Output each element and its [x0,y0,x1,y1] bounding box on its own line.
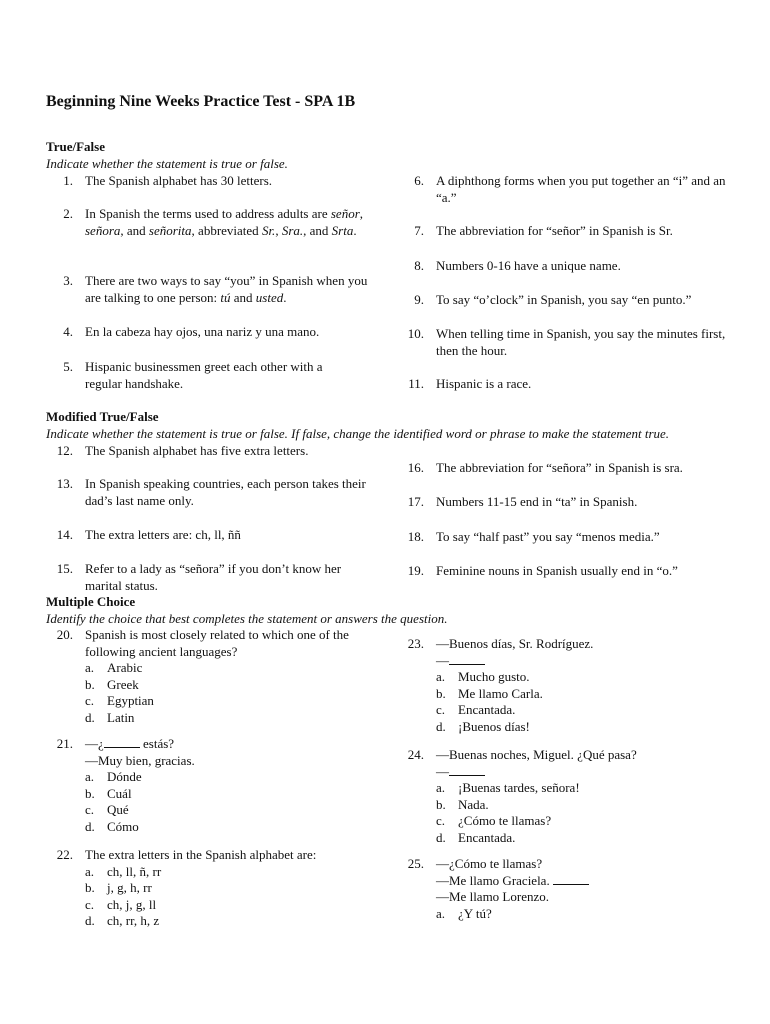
answer-blank [449,764,485,776]
section-instruction-true-false: Indicate whether the statement is true or false. [46,156,288,171]
question-25 [407,856,736,922]
question-number: 17. [407,494,424,509]
question-number: 23. [407,636,424,651]
question-text: The Spanish alphabet has 30 letters. [85,173,273,188]
question-number: 19. [407,563,424,578]
question-number: 22. [56,847,73,862]
question-text-line: — [436,764,736,781]
question-20 [56,627,375,726]
question-11 [408,376,736,393]
question-text: A diphthong forms when you put together an “i” and an “a.” [436,173,726,205]
question-text: To say “o’clock” in Spanish, you say “en punto.” [436,292,692,307]
question-text: —Buenos días, Sr. Rodríguez. [436,636,594,651]
question-number: 6. [414,173,424,188]
question-text-line: — [436,653,736,670]
answer-option[interactable]: b. Nada. [436,796,489,812]
question-number: 16. [407,460,424,475]
page-title: Beginning Nine Weeks Practice Test - SPA 1B [46,93,356,110]
question-number: 5. [63,359,73,374]
section-heading-multiple-choice: Multiple Choice [46,594,136,609]
answer-blank [104,736,140,748]
question-6 [414,173,726,206]
question-text: There are two ways to say “you” in Spanish when you are talking to one person: tú and usted. [85,273,368,305]
answer-option[interactable]: b. Cuál [85,785,132,801]
answer-option[interactable]: a. ch, ll, ñ, rr [85,863,162,879]
question-text: The abbreviation for “señor” in Spanish is Sr. [436,223,673,238]
question-9 [414,292,736,309]
section-heading-true-false: True/False [46,139,105,154]
answer-option[interactable]: d. Cómo [85,818,139,834]
answer-blank [553,873,589,885]
question-number: 7. [414,223,424,238]
section-heading-modified-true-false: Modified True/False [46,409,159,424]
section-instruction-multiple-choice: Identify the choice that best completes the statement or answers the question. [46,611,448,626]
question-text: —Buenas noches, Miguel. ¿Qué pasa? [436,747,637,762]
question-14 [56,527,385,544]
question-24 [407,747,736,846]
question-16 [407,460,736,477]
question-18 [407,529,736,546]
answer-option[interactable]: c. ¿Cómo te llamas? [436,813,552,828]
answer-option[interactable]: c. Encantada. [436,702,516,717]
question-text: When telling time in Spanish, you say the minutes first, then the hour. [436,326,726,358]
question-number: 24. [407,747,424,762]
answer-option[interactable]: c. Qué [85,802,129,817]
answer-option[interactable]: d. ch, rr, h, z [85,913,160,928]
question-text: Numbers 11-15 end in “ta” in Spanish. [436,494,638,509]
question-7 [414,223,736,240]
question-text: En la cabeza hay ojos, una nariz y una mano. [85,324,320,339]
question-text-line: —Muy bien, gracias. [85,752,195,768]
question-number: 9. [414,292,424,307]
question-2 [63,206,375,239]
question-text: —¿ estás? [85,736,175,751]
question-number: 21. [56,736,73,751]
answer-option[interactable]: b. Me llamo Carla. [436,685,543,701]
question-number: 8. [414,258,424,273]
question-number: 15. [56,561,73,576]
answer-option[interactable]: c. Egyptian [85,693,154,708]
question-text: The extra letters in the Spanish alphabet are: [85,847,317,862]
question-number: 4. [63,324,73,339]
question-text: The abbreviation for “señora” in Spanish is sra. [436,460,683,475]
question-12 [56,443,385,460]
answer-option[interactable]: a. Dónde [85,769,142,784]
question-text-line: —Me llamo Lorenzo. [436,889,549,904]
section-instruction-modified-true-false: Indicate whether the statement is true or false. If false, change the identified word or phrase to make the statement true. [46,426,670,441]
question-number: 13. [56,476,73,491]
question-number: 11. [408,376,424,391]
answer-option[interactable]: a. Mucho gusto. [436,669,530,684]
question-text: The Spanish alphabet has five extra letters. [85,443,309,458]
question-number: 18. [407,529,424,544]
question-text: The extra letters are: ch, ll, ññ [85,527,241,542]
answer-blank [449,653,485,665]
question-10 [407,326,726,359]
answer-option[interactable]: d. Latin [85,709,135,725]
answer-option[interactable]: b. Greek [85,676,139,692]
question-text: Refer to a lady as “señora” if you don’t know her marital status. [85,561,342,593]
question-number: 25. [407,856,424,871]
question-number: 3. [63,273,73,288]
question-text: To say “half past” you say “menos media.” [436,529,660,544]
question-number: 10. [407,326,424,341]
question-number: 20. [56,627,73,642]
question-3 [63,273,375,306]
question-number: 2. [63,206,73,221]
question-text: —¿Cómo te llamas? [436,856,543,871]
question-text: Numbers 0-16 have a unique name. [436,258,621,273]
answer-option[interactable]: a. Arabic [85,660,143,675]
question-4 [63,324,385,341]
question-1 [63,173,385,190]
answer-option[interactable]: d. ¡Buenos días! [436,718,530,734]
question-text: Hispanic businessmen greet each other with a regular handshake. [85,359,323,391]
question-text: Hispanic is a race. [436,376,532,391]
question-21 [56,736,375,835]
answer-option[interactable]: a. ¡Buenas tardes, señora! [436,780,580,795]
question-number: 12. [56,443,73,458]
question-text: In Spanish the terms used to address adults are señor, señora, and señorita, abbreviated Sr., Sra., and Srta. [85,206,364,238]
question-text: In Spanish speaking countries, each person takes their dad’s last name only. [85,476,366,508]
question-19 [407,563,736,580]
answer-option[interactable]: b. j, g, h, rr [85,880,152,895]
answer-option[interactable]: d. Encantada. [436,829,516,845]
question-15 [56,561,375,594]
question-number: 14. [56,527,73,542]
answer-option[interactable]: a. ¿Y tú? [436,905,492,921]
question-number: 1. [63,173,73,188]
answer-option[interactable]: c. ch, j, g, ll [85,896,157,912]
question-13 [56,476,370,509]
question-5 [63,359,360,392]
question-17 [407,494,736,511]
question-23 [407,636,736,735]
question-22 [56,847,375,930]
question-text-line: —Me llamo Graciela. [436,873,736,890]
question-8 [414,258,736,275]
question-text: Spanish is most closely related to which one of the following ancient languages? [85,627,349,659]
question-text: Feminine nouns in Spanish usually end in “o.” [436,563,678,578]
